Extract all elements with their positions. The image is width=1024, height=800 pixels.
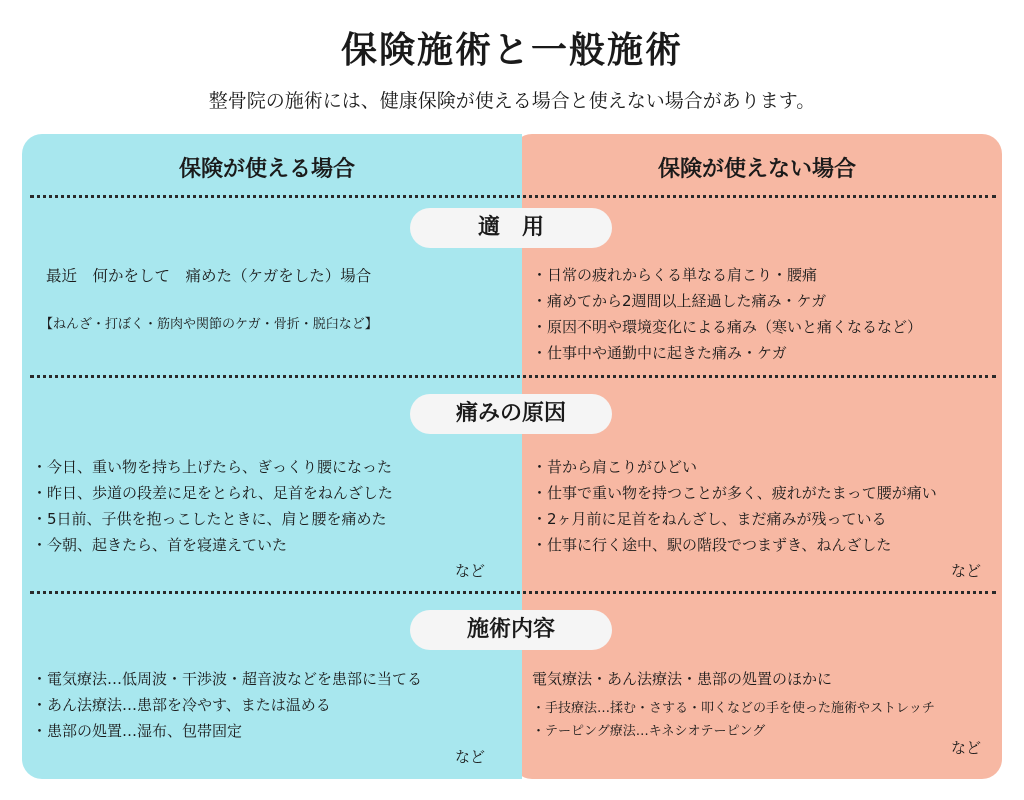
section-label-pain-cause: 痛みの原因 [410,394,612,434]
uninsured-application-item: ・原因不明や環境変化による痛み（寒いと痛くなるなど） [532,318,923,336]
section-label-treatment: 施術内容 [410,610,612,650]
uninsured-cause-etc: など [951,562,982,580]
uninsured-cause-item: ・昔から肩こりがひどい [532,458,698,476]
insured-cause-item: ・今朝、起きたら、首を寝違えていた [32,536,288,554]
uninsured-cause-item: ・2ヶ月前に足首をねんざし、まだ痛みが残っている [532,510,887,528]
dotted-divider [30,591,996,594]
uninsured-treatment-item: ・テーピング療法…キネシオテーピング [532,724,766,739]
column-header-insured: 保険が使える場合 [178,157,355,182]
insured-cause-item: ・5日前、子供を抱っこしたときに、肩と腰を痛めた [32,510,387,528]
uninsured-treatment-intro: 電気療法・あん法療法・患部の処置のほかに [532,670,833,688]
page-subtitle: 整骨院の施術には、健康保険が使える場合と使えない場合があります。 [208,90,816,112]
insured-application-text: 最近 何かをして 痛めた（ケガをした）場合 [46,267,372,285]
insured-application-examples: 【ねんざ・打ぼく・筋肉や関節のケガ・骨折・脱臼など】 [40,317,378,332]
insured-treatment-etc: など [455,748,486,766]
uninsured-application-item: ・仕事中や通勤中に起きた痛み・ケガ [532,344,787,362]
uninsured-cause-item: ・仕事で重い物を持つことが多く、疲れがたまって腰が痛い [532,484,937,502]
section-label-application: 適 用 [410,208,612,248]
insured-treatment-item: ・電気療法…低周波・干渉波・超音波などを患部に当てる [32,670,423,688]
uninsured-application-item: ・日常の疲れからくる単なる肩こり・腰痛 [532,266,818,284]
uninsured-treatment-etc: など [951,739,982,757]
column-header-uninsured: 保険が使えない場合 [657,157,856,182]
insured-cause-item: ・今日、重い物を持ち上げたら、ぎっくり腰になった [32,458,393,476]
uninsured-application-item: ・痛めてから2週間以上経過した痛み・ケガ [532,292,827,310]
dotted-divider [30,195,996,198]
insured-treatment-item: ・患部の処置…湿布、包帯固定 [32,722,243,740]
dotted-divider [30,375,996,378]
page-title: 保険施術と一般施術 [340,30,683,71]
insured-treatment-item: ・あん法療法…患部を冷やす、または温める [32,696,331,714]
insured-cause-item: ・昨日、歩道の段差に足をとられ、足首をねんざした [32,484,393,502]
uninsured-cause-item: ・仕事に行く途中、駅の階段でつまずき、ねんざした [532,536,892,554]
insured-cause-etc: など [455,562,486,580]
uninsured-treatment-item: ・手技療法…揉む・さする・叩くなどの手を使った施術やストレッチ [532,701,935,716]
